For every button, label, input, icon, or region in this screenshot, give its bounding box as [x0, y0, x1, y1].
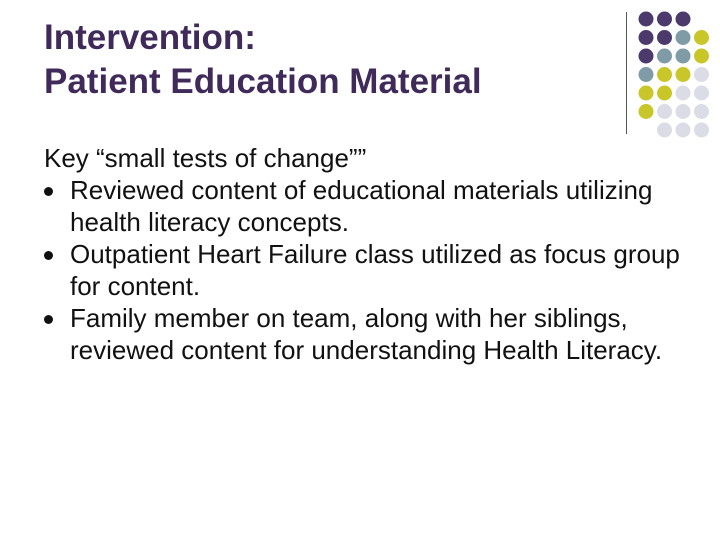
decorative-dot — [676, 30, 691, 45]
decorative-dot — [676, 104, 691, 119]
bullet-text: Outpatient Heart Failure class utilized as focus group for content. — [70, 239, 680, 301]
decorative-dot — [657, 86, 672, 101]
bullet-item — [44, 302, 684, 366]
decorative-dot — [694, 49, 709, 64]
decorative-dot — [639, 67, 654, 82]
bullet-text: Family member on team, along with her siblings, reviewed content for understanding Health Literacy. — [70, 303, 663, 365]
slide-body — [44, 142, 684, 366]
bullet-item — [44, 238, 684, 302]
decorative-dot — [694, 104, 709, 119]
decorative-dot — [676, 12, 691, 27]
slide-title — [44, 16, 604, 104]
bullet-dot-icon — [44, 187, 53, 196]
decorative-dot — [657, 30, 672, 45]
decorative-dot-grid — [636, 9, 720, 139]
bullet-dot-icon — [44, 315, 53, 324]
decorative-dot — [694, 123, 709, 138]
decorative-dot — [639, 86, 654, 101]
decorative-dot — [639, 104, 654, 119]
decorative-dot — [676, 123, 691, 138]
decorative-dot — [694, 86, 709, 101]
bullet-list — [44, 174, 684, 366]
decorative-dot — [657, 49, 672, 64]
decorative-dot — [694, 30, 709, 45]
bullet-item — [44, 174, 684, 238]
decorative-dot — [676, 67, 691, 82]
bullet-text: Reviewed content of educational materials utilizing health literacy concepts. — [70, 175, 653, 237]
bullet-dot-icon — [44, 251, 53, 260]
decorative-dot — [657, 104, 672, 119]
decorative-dot — [639, 12, 654, 27]
decorative-dot — [657, 123, 672, 138]
vertical-divider — [626, 12, 627, 134]
decorative-dot — [676, 49, 691, 64]
decorative-dot — [657, 12, 672, 27]
title-line-2: Patient Education Material — [44, 62, 482, 101]
decorative-dot — [639, 49, 654, 64]
decorative-dot — [657, 67, 672, 82]
intro-text: Key “small tests of change”” — [44, 143, 367, 173]
decorative-dot — [676, 86, 691, 101]
decorative-dot — [639, 30, 654, 45]
title-line-1: Intervention: — [44, 18, 256, 57]
decorative-dot — [694, 67, 709, 82]
